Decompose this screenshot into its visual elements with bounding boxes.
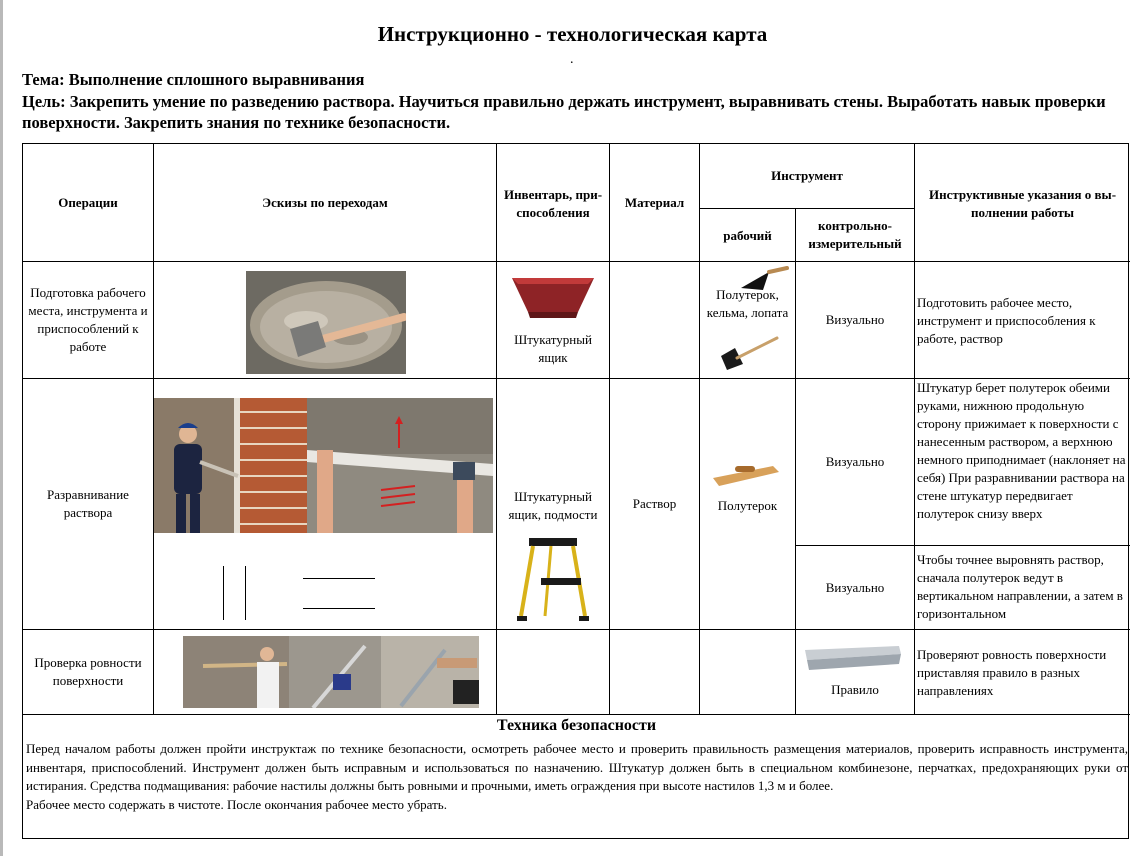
- vertical-stroke-arrow: [223, 566, 224, 620]
- grid-line: [23, 714, 1130, 715]
- goal-line: Цель: Закрепить умение по разведению раствора. Научиться правильно держать инструмент, выравнивать стены. Выработать навык проверки поверхности. Закрепить знания по технике безопасности.: [22, 92, 1106, 132]
- title-dot: .: [570, 52, 574, 67]
- row1-inventory: Штукатурный ящик: [514, 332, 592, 365]
- safety-paragraph: Перед началом работы должен пройти инструктаж по технике безопасности, осмотреть рабочее место и проверить правильность размещения материалов, проверить исправность инструмента, инвентаря, приспособлений. Инструмент должен быть исправным и использоваться по назначению. Штукатур должен быть в специальном комбинезоне, перчатках, предохраняющих руки от истирания. Средства подмащивания: рабочие настилы должны быть ровными и прочными, иметь ограждения при высоте настилов 1,3 м и более.: [26, 741, 1128, 793]
- plaster-box-icon: [508, 272, 598, 324]
- header-material: Материал: [624, 194, 685, 210]
- shovel-icon: [715, 334, 781, 374]
- row2-instruction-a: Штукатур берет полутерок обеими руками, нижнюю продольную сторону прижимает к поверхности с нанесенным раствором, а верхнюю немного приподнимает (наклоняет на себя) При разравнивании раствора на стене штукатур передвигает полутерок снизу вверх: [917, 380, 1126, 521]
- rule-straightedge-icon: [803, 644, 903, 672]
- row2-material: Раствор: [632, 496, 677, 511]
- row2-inventory: Штукатурный ящик, подмости: [508, 489, 598, 522]
- safety-text: [26, 740, 1128, 814]
- row3-measuring-tool: Правило: [831, 682, 879, 697]
- row2-measuring-tool-b: Визуально: [825, 579, 885, 595]
- row1-instruction: Подготовить рабочее место, инструмент и приспособления к работе, раствор: [917, 295, 1096, 346]
- row2-operation: Разравнивание раствора: [47, 487, 129, 520]
- safety-title: Техника безопасности: [496, 717, 657, 734]
- page-edge: [0, 0, 3, 856]
- row2-working-tool: Полутерок: [717, 498, 778, 513]
- row2-measuring-tool-a: Визуально: [825, 454, 885, 469]
- float-spreading-image: [307, 398, 493, 533]
- technology-table: [22, 143, 1129, 839]
- row2-instruction-b: Чтобы точнее выровнять раствор, сначала полутерок ведут в вертикальном направлении, а затем в горизонтальном: [917, 552, 1123, 621]
- header-inventory: Инвентарь, при-способления: [503, 187, 603, 220]
- header-operations: Операции: [58, 194, 118, 210]
- row1-operation: Подготовка рабочего места, инструмента и приспособлений к работе: [28, 285, 148, 354]
- row3-instruction: Проверяют ровность поверхности приставляя правило в разных направлениях: [917, 647, 1107, 698]
- header-working: рабочий: [723, 228, 772, 243]
- plasterer-wall-image: [154, 398, 307, 533]
- header-sketches: Эскизы по переходам: [262, 194, 388, 210]
- row1-measuring-tool: Визуально: [825, 312, 885, 327]
- topic-line: Тема: Выполнение сплошного выравнивания: [22, 70, 365, 89]
- horizontal-stroke-arrow: [303, 578, 375, 579]
- row3-working-tool: [700, 630, 795, 714]
- header-instructions: Инструктивные указания о вы-полнении работы: [928, 187, 1117, 220]
- mortar-tub-image: [246, 271, 406, 374]
- document-title: Инструкционно - технологическая карта: [377, 22, 768, 46]
- row3-operation: Проверка ровности поверхности: [34, 655, 142, 688]
- level-check-image: [183, 636, 479, 708]
- vertical-stroke-arrow: [245, 566, 246, 620]
- grid-line: [23, 261, 1130, 262]
- row1-material: [610, 262, 699, 378]
- safety-paragraph: Рабочее место содержать в чистоте. После окончания рабочее место убрать.: [26, 796, 447, 812]
- header-instrument: Инструмент: [771, 168, 843, 183]
- row3-inventory: [497, 630, 609, 714]
- horizontal-stroke-arrow: [303, 608, 375, 609]
- row1-working-tool: Полутерок, кельма, лопата: [706, 287, 789, 320]
- float-icon: [709, 460, 781, 490]
- stepladder-icon: [515, 536, 591, 622]
- row3-material: [610, 630, 699, 714]
- header-measuring: контрольно-измерительный: [808, 218, 902, 251]
